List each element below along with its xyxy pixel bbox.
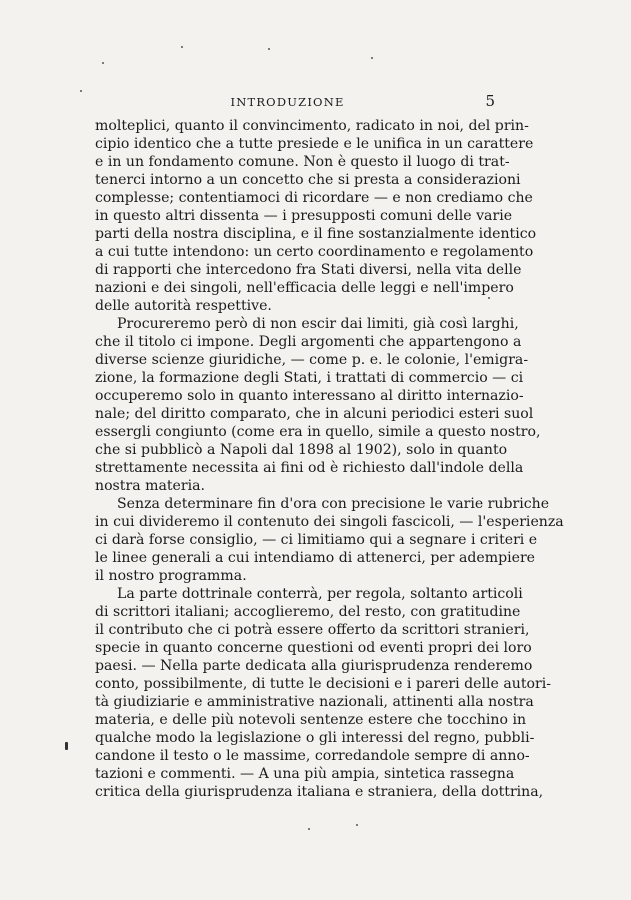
text-line: qualche modo la legislazione o gli interessi del regno, pubbli- (95, 730, 535, 746)
text-line: zione, la formazione degli Stati, i trattati di commercio — ci (95, 370, 524, 386)
text-line: di rapporti che intercedono fra Stati diversi, nella vita delle (95, 262, 522, 278)
text-line: parti della nostra disciplina, e il fine sostanzialmente identico (95, 226, 537, 242)
scan-speck (102, 62, 104, 64)
text-line: il contributo che ci potrà essere offerto da scrittori stranieri, (95, 622, 530, 638)
text-line: diverse scienze giuridiche, — come p. e. le colonie, l'emigra- (95, 352, 529, 368)
text-line: tenerci intorno a un concetto che si presta a considerazioni (95, 172, 521, 188)
text-line: di scrittori italiani; accoglieremo, del resto, con gratitudine (95, 604, 521, 620)
text-line: complesse; contentiamoci di ricordare — e non crediamo che (95, 190, 533, 206)
scan-speck (371, 57, 373, 59)
text-line: Senza determinare fin d'ora con precisione le varie rubriche (117, 496, 550, 512)
text-line: cipio identico che a tutte presiede e le unifica in un carattere (95, 136, 534, 152)
running-header (95, 92, 495, 112)
text-line: specie in quanto concerne questioni od eventi propri dei loro (95, 640, 532, 656)
scan-speck (356, 824, 358, 826)
text-line: che il titolo ci impone. Degli argomenti che appartengono a (95, 334, 522, 350)
text-line: nostra materia. (95, 478, 205, 494)
text-line: delle autorità respettive. (95, 298, 272, 314)
running-title: INTRODUZIONE (230, 95, 345, 109)
body-text (95, 117, 564, 801)
scan-speck (268, 48, 270, 50)
text-line: critica della giurisprudenza italiana e straniera, della dottrina, (95, 784, 544, 800)
text-line: ci darà forse consiglio, — ci limitiamo qui a segnare i criteri e (95, 532, 538, 548)
scan-speck (181, 46, 183, 48)
text-line: nale; del diritto comparato, che in alcuni periodici esteri suol (95, 406, 534, 422)
text-line: nazioni e dei singoli, nell'efficacia delle leggi e nell'impero (95, 280, 514, 296)
scan-speck (488, 297, 490, 299)
scan-speck (308, 828, 310, 830)
text-line: Procureremo però di non escir dai limiti, già così larghi, (117, 316, 519, 332)
text-line: a cui tutte intendono: un certo coordinamento e regolamento (95, 244, 534, 260)
scan-speck (80, 90, 82, 92)
text-line: essergli congiunto (come era in quello, simile a questo nostro, (95, 424, 541, 440)
text-line: strettamente necessita ai fini od è richiesto dall'indole della (95, 460, 524, 476)
page-number: 5 (485, 92, 495, 110)
text-line: paesi. — Nella parte dedicata alla giurisprudenza renderemo (95, 658, 533, 674)
text-line: e in un fondamento comune. Non è questo il luogo di trat- (95, 154, 510, 170)
text-line: conto, possibilmente, di tutte le decisioni e i pareri delle autori- (95, 676, 551, 692)
text-line: molteplici, quanto il convincimento, radicato in noi, del prin- (95, 118, 529, 134)
text-line: occuperemo solo in quanto interessano al diritto internazio- (95, 388, 524, 404)
text-line: tà giudiziarie e amministrative nazionali, attinenti alla nostra (95, 694, 534, 710)
text-line: tazioni e commenti. — A una più ampia, sintetica rassegna (95, 766, 515, 782)
text-line: candone il testo o le massime, corredandole sempre di anno- (95, 748, 530, 764)
text-line: in questo altri dissenta — i presupposti comuni delle varie (95, 208, 513, 224)
text-line: materia, e delle più notevoli sentenze estere che tocchino in (95, 712, 527, 728)
scan-speck (65, 742, 68, 750)
text-line: in cui divideremo il contenuto dei singoli fascicoli, — l'esperienza (95, 514, 564, 530)
text-line: le linee generali a cui intendiamo di attenerci, per adempiere (95, 550, 536, 566)
text-line: La parte dottrinale conterrà, per regola, soltanto articoli (117, 586, 523, 602)
text-line: il nostro programma. (95, 568, 247, 584)
text-line: che si pubblicò a Napoli dal 1898 al 1902), solo in quanto (95, 442, 508, 458)
